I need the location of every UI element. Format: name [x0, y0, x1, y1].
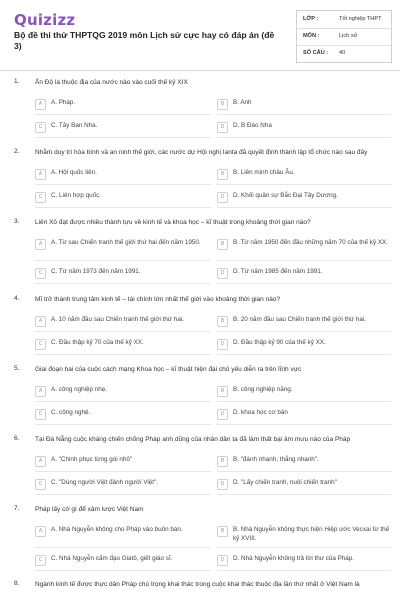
option-c[interactable]: [35, 550, 211, 572]
option-d[interactable]: [217, 404, 391, 426]
option-letter-badge: C: [35, 122, 46, 133]
option-d[interactable]: [217, 334, 391, 356]
option-letter-badge: C: [35, 409, 46, 420]
option-text: C. Nhà Nguyễn cấm đạo Giatô, giết giáo sĩ.: [51, 555, 173, 562]
option-letter-badge: A: [35, 456, 46, 467]
question-text: Mĩ trở thành trung tâm kinh tế – tài chính lớn nhất thế giới vào khoảng thời gian nào?: [35, 296, 281, 303]
divider: [217, 424, 391, 425]
option-b[interactable]: [217, 164, 391, 186]
option-text: B. "đánh nhanh, thắng nhanh".: [233, 456, 319, 463]
option-text: D. khoa học cơ bản: [233, 409, 288, 416]
question-text: Liên Xô đạt được nhiều thành tựu về kinh tế và khoa học – kĩ thuật trong khoảng thời gian nào?: [35, 219, 311, 226]
option-letter-badge: A: [35, 239, 46, 250]
option-letter-badge: A: [35, 99, 46, 110]
divider: [35, 547, 211, 548]
divider: [35, 471, 211, 472]
option-letter-badge: B: [217, 239, 228, 250]
option-a[interactable]: [35, 451, 211, 473]
option-letter-badge: B: [217, 526, 228, 537]
header: [0, 0, 400, 71]
option-d[interactable]: [217, 474, 391, 496]
option-text: B. Từ năm 1950 đến đầu những năm 70 của thế kỷ XX.: [233, 239, 388, 246]
option-letter-badge: C: [35, 339, 46, 350]
option-a[interactable]: [35, 164, 211, 186]
option-a[interactable]: [35, 521, 211, 549]
option-text: C. Từ năm 1973 đến năm 1991.: [51, 268, 141, 275]
option-letter-badge: A: [35, 316, 46, 327]
option-c[interactable]: [35, 117, 211, 139]
info-value: Tốt nghiệp THPT: [339, 16, 382, 22]
info-label: MÔN :: [303, 33, 320, 39]
divider: [217, 184, 391, 185]
option-text: C. Đầu thập kỷ 70 của thế kỷ XX.: [51, 339, 144, 346]
divider: [35, 494, 211, 495]
info-box: [296, 10, 392, 63]
question-number: 6.: [14, 435, 20, 442]
divider: [217, 331, 391, 332]
option-letter-badge: C: [35, 555, 46, 566]
info-label: SỐ CÂU :: [303, 50, 329, 56]
divider: [35, 114, 211, 115]
option-text: B. Anh: [233, 99, 252, 106]
option-text: D. Đầu thập kỷ 90 của thế kỷ XX.: [233, 339, 326, 346]
option-letter-badge: B: [217, 386, 228, 397]
divider: [35, 207, 211, 208]
divider: [217, 354, 391, 355]
question-text: Nhằm duy trì hòa bình và an ninh thế giới, các nước dự Hội nghị Ianta đã quyết định thành lập tổ chức nào sau đây: [35, 149, 368, 156]
divider: [217, 114, 391, 115]
option-a[interactable]: [35, 234, 211, 262]
option-letter-badge: D: [217, 192, 228, 203]
divider: [35, 184, 211, 185]
option-letter-badge: D: [217, 268, 228, 279]
option-text: D. "Lấy chiến tranh, nuôi chiến tranh": [233, 479, 337, 486]
question-number: 7.: [14, 505, 20, 512]
option-text: C. "Dùng người Việt đánh người Việt".: [51, 479, 159, 486]
option-b[interactable]: [217, 234, 391, 262]
divider: [35, 401, 211, 402]
option-c[interactable]: [35, 263, 211, 285]
option-c[interactable]: [35, 187, 211, 209]
info-row-subject: [297, 28, 391, 46]
option-text: D. Nhà Nguyễn không trả lời thư của Pháp.: [233, 555, 355, 562]
option-c[interactable]: [35, 404, 211, 426]
divider: [217, 471, 391, 472]
divider: [217, 137, 391, 138]
divider: [217, 260, 391, 261]
option-text: A. Hội quốc liên.: [51, 169, 97, 176]
option-text: D. Từ năm 1985 đến năm 1991.: [233, 268, 323, 275]
info-row-count: [297, 45, 391, 62]
option-a[interactable]: [35, 381, 211, 403]
option-c[interactable]: [35, 334, 211, 356]
option-letter-badge: D: [217, 409, 228, 420]
option-a[interactable]: [35, 94, 211, 116]
divider: [35, 424, 211, 425]
option-b[interactable]: [217, 451, 391, 473]
question-text: Tại Đà Nẵng cuộc kháng chiến chống Pháp anh dũng của nhân dân ta đã làm thất bại âm mưu nào của Pháp: [35, 436, 351, 443]
option-text: A. công nghiệp nhẹ.: [51, 386, 108, 393]
option-b[interactable]: [217, 94, 391, 116]
option-d[interactable]: [217, 117, 391, 139]
option-text: B. Nhà Nguyễn không thực hiện Hiệp ước Vecxai từ thế kỷ XVIII.: [233, 526, 390, 542]
divider: [35, 260, 211, 261]
question-number: 2.: [14, 148, 20, 155]
option-letter-badge: C: [35, 192, 46, 203]
option-letter-badge: D: [217, 339, 228, 350]
option-letter-badge: D: [217, 555, 228, 566]
divider: [217, 207, 391, 208]
divider: [35, 331, 211, 332]
question-text: Pháp lấy cớ gì để xâm lược Việt Nam: [35, 506, 144, 513]
option-text: B. Liên minh châu Âu.: [233, 169, 295, 176]
option-text: C. Tây Ban Nha.: [51, 122, 98, 129]
option-text: A. Nhà Nguyễn không cho Pháp vào buôn bán.: [51, 526, 183, 533]
divider: [217, 494, 391, 495]
option-a[interactable]: [35, 311, 211, 333]
option-text: B. công nghiệp năng.: [233, 386, 293, 393]
option-text: C. Liên hợp quốc.: [51, 192, 101, 199]
question-text: Ngành kinh tế được thực dân Pháp chú trọng khai thác trong cuộc khai thác thuộc địa lần thứ nhất ở Việt Nam là: [35, 581, 360, 588]
option-text: A. "Chinh phục từng gói nhỏ": [51, 456, 133, 463]
option-letter-badge: A: [35, 169, 46, 180]
option-b[interactable]: [217, 381, 391, 403]
page-title: Bộ đề thi thử THPTQG 2019 môn Lịch sử cực hay có đáp án (đề 3): [14, 30, 275, 51]
info-value: Lịch sử: [339, 33, 358, 39]
divider: [35, 570, 211, 571]
question-number: 3.: [14, 218, 20, 225]
option-text: C. công nghệ.: [51, 409, 91, 416]
question-number: 5.: [14, 365, 20, 372]
divider: [217, 570, 391, 571]
option-text: D. B Đào Nha: [233, 122, 272, 129]
divider: [217, 401, 391, 402]
option-text: A. 10 năm đầu sau Chiến tranh thế giới thứ hai.: [51, 316, 184, 323]
option-text: D. Khối quân sự Bắc Đại Tây Dương.: [233, 192, 338, 199]
option-b[interactable]: [217, 521, 391, 549]
info-label: LỚP :: [303, 16, 319, 22]
option-c[interactable]: [35, 474, 211, 496]
option-d[interactable]: [217, 550, 391, 572]
option-text: A. Từ sau Chiến tranh thế giới thứ hai đến năm 1950.: [51, 239, 201, 246]
option-b[interactable]: [217, 311, 391, 333]
question-number: 1.: [14, 78, 20, 85]
question-text: Ấn Độ là thuộc địa của nước nào vào cuối thế kỷ XIX: [35, 79, 188, 86]
option-letter-badge: C: [35, 479, 46, 490]
option-letter-badge: B: [217, 316, 228, 327]
divider: [35, 137, 211, 138]
info-row-grade: [297, 11, 391, 29]
info-value: 40: [339, 50, 346, 56]
option-text: B. 20 năm đầu sau Chiến tranh thế giới thứ hai.: [233, 316, 366, 323]
option-letter-badge: A: [35, 386, 46, 397]
option-letter-badge: B: [217, 99, 228, 110]
divider: [35, 354, 211, 355]
option-letter-badge: D: [217, 479, 228, 490]
question-number: 8.: [14, 580, 20, 587]
question-number: 4.: [14, 295, 20, 302]
option-letter-badge: C: [35, 268, 46, 279]
option-d[interactable]: [217, 187, 391, 209]
question-text: Giai đoạn hai của cuộc cách mạng Khoa học – kĩ thuật hiện đại chủ yếu diễn ra trên lĩnh vực: [35, 366, 302, 373]
divider: [217, 283, 391, 284]
option-d[interactable]: [217, 263, 391, 285]
divider: [35, 283, 211, 284]
option-letter-badge: A: [35, 526, 46, 537]
option-letter-badge: B: [217, 456, 228, 467]
quizizz-logo[interactable]: Quizizz: [14, 11, 76, 29]
option-letter-badge: B: [217, 169, 228, 180]
option-letter-badge: D: [217, 122, 228, 133]
divider: [217, 547, 391, 548]
option-text: A. Pháp.: [51, 99, 76, 106]
